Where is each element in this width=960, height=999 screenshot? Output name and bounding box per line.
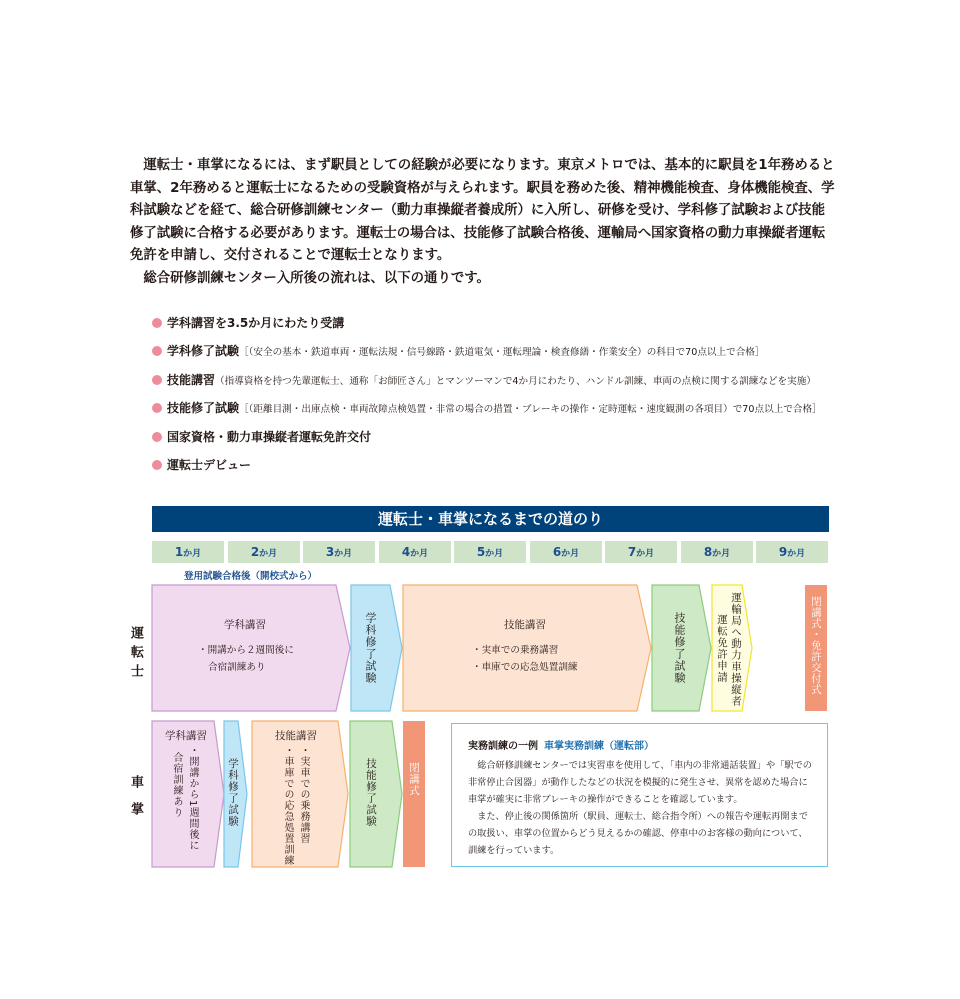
month-unit: か月 <box>712 549 731 559</box>
month-unit: か月 <box>334 549 353 559</box>
intro-paragraph-1: 運転士・車掌になるには、まず駅員としての経験が必要になります。東京メトロでは、基本的に駅員を1年務めると車掌、2年務めると運転士になるための受験資格が与えられます。駅員を務めた後、精神機能検査、身体機能検査、学科試験などを経て、総合研修訓練センター（動力車操縦者養成所）に入所し、研修を受け、学科修了試験および技能修了試験に合格する必要があります。運転士の場合は、技能修了試験合格後、運輸局へ国家資格の動力車操縦者運転免許を申請し、交付されることで運転士となります。 <box>130 158 835 264</box>
month-unit: か月 <box>183 549 202 559</box>
driver-license-label-1: 運輸局へ動力車操縦者 <box>730 592 742 707</box>
conductor-row-label: 車掌 <box>128 775 143 829</box>
training-example-heading <box>468 738 813 755</box>
start-note: 登用試験合格後（開校式から） <box>184 571 318 582</box>
list-item-label: 学科講習を3.5か月にわたり受講 <box>167 316 345 330</box>
list-item: ・実車での乗務講習 <box>472 645 559 656</box>
list-item: ・車庫での応急処置訓練 <box>472 662 578 673</box>
conductor-gakka-item-2: 合宿訓練あり <box>171 752 182 818</box>
driver-closing-label: 閉講式・免許交付式 <box>810 596 822 695</box>
month-number: 7 <box>627 545 637 559</box>
month-number: 3 <box>325 545 335 559</box>
roadmap-title: 運転士・車掌になるまでの道のり <box>152 506 829 532</box>
month-unit: か月 <box>561 549 580 559</box>
driver-license-label-2: 運転免許申請 <box>716 614 728 683</box>
list-item: 合宿訓練あり <box>208 662 266 673</box>
list-item-label: 技能修了試験 <box>167 401 240 415</box>
training-example-heading-text: 実務訓練の一例 <box>468 741 538 752</box>
list-item-label: 学科修了試験 <box>167 344 240 358</box>
training-example-paragraph-2: また、停止後の関係箇所（駅員、運転士、総合指令所）への報告や運転再開までの取扱い、車掌の位置からどう見えるかの確認、停車中のお客様の動向について、訓練を行っています。 <box>468 811 808 856</box>
list-item-label: 運転士デビュー <box>167 458 252 472</box>
list-item-note: （指導資格を持つ先輩運転士、通称「お師匠さん」とマンツーマンで4か月にわたり、ハンドル訓練、車両の点検に関する訓練などを実施） <box>215 376 816 387</box>
driver-gakka-title: 学科講習 <box>224 619 266 631</box>
month-unit: か月 <box>787 549 806 559</box>
training-example-heading-accent: 車掌実務訓練（運転部） <box>544 741 654 752</box>
month-number: 5 <box>476 545 486 559</box>
month-number: 4 <box>401 545 411 559</box>
intro-paragraph-2: 総合研修訓練センター入所後の流れは、以下の通りです。 <box>143 270 490 286</box>
driver-gino-items <box>472 642 632 676</box>
driver-row-label: 運転士 <box>128 626 143 683</box>
conductor-gino-item-1: ・実車での乗務講習 <box>298 745 309 844</box>
training-example-paragraph-1: 総合研修訓練センターでは実習車を使用して、「車内の非常通話装置」や「駅での非常停止合図器」が動作したなどの状況を模擬的に発生させ、異常を認めた場合に車掌が確実に非常ブレーキの操作ができることを確認しています。 <box>468 760 812 805</box>
driver-gakka-items <box>198 642 338 676</box>
month-unit: か月 <box>485 549 504 559</box>
conductor-closing-label: 閉講式 <box>408 762 420 797</box>
month-number: 9 <box>778 545 788 559</box>
month-unit: か月 <box>636 549 655 559</box>
list-item-note: ［（安全の基本・鉄道車両・運転法規・信号線路・鉄道電気・運転理論・検査修繕・作業安全）の科目で70点以上で合格］ <box>239 347 765 358</box>
month-number: 8 <box>703 545 713 559</box>
month-number: 1 <box>174 545 184 559</box>
conductor-gakka-exam-label: 学科修了試験 <box>227 758 239 827</box>
conductor-gino-title: 技能講習 <box>275 730 317 742</box>
list-item-label: 技能講習 <box>167 373 216 387</box>
month-number: 2 <box>250 545 260 559</box>
month-unit: か月 <box>410 549 429 559</box>
training-example-box <box>451 723 828 867</box>
driver-gino-exam-label: 技能修了試験 <box>673 612 686 684</box>
month-number: 6 <box>552 545 562 559</box>
driver-gakka-exam-label: 学科修了試験 <box>364 612 377 684</box>
list-item: ・開講から２週間後に <box>198 645 294 656</box>
list-item-label: 国家資格・動力車操縦者運転免許交付 <box>167 430 372 444</box>
list-item-note: ［（距離目測・出庫点検・車両故障点検処置・非常の場合の措置・ブレーキの操作・定時運転・速度観測の各項目）で70点以上で合格］ <box>239 404 822 415</box>
month-unit: か月 <box>259 549 278 559</box>
conductor-gakka-title: 学科講習 <box>165 730 207 742</box>
conductor-gino-exam-label: 技能修了試験 <box>365 758 377 827</box>
conductor-gino-item-2: ・車庫での応急処置訓練 <box>282 745 293 866</box>
conductor-gakka-item-1: ・開講から1週間後に <box>187 745 198 852</box>
driver-gino-title: 技能講習 <box>504 619 546 631</box>
